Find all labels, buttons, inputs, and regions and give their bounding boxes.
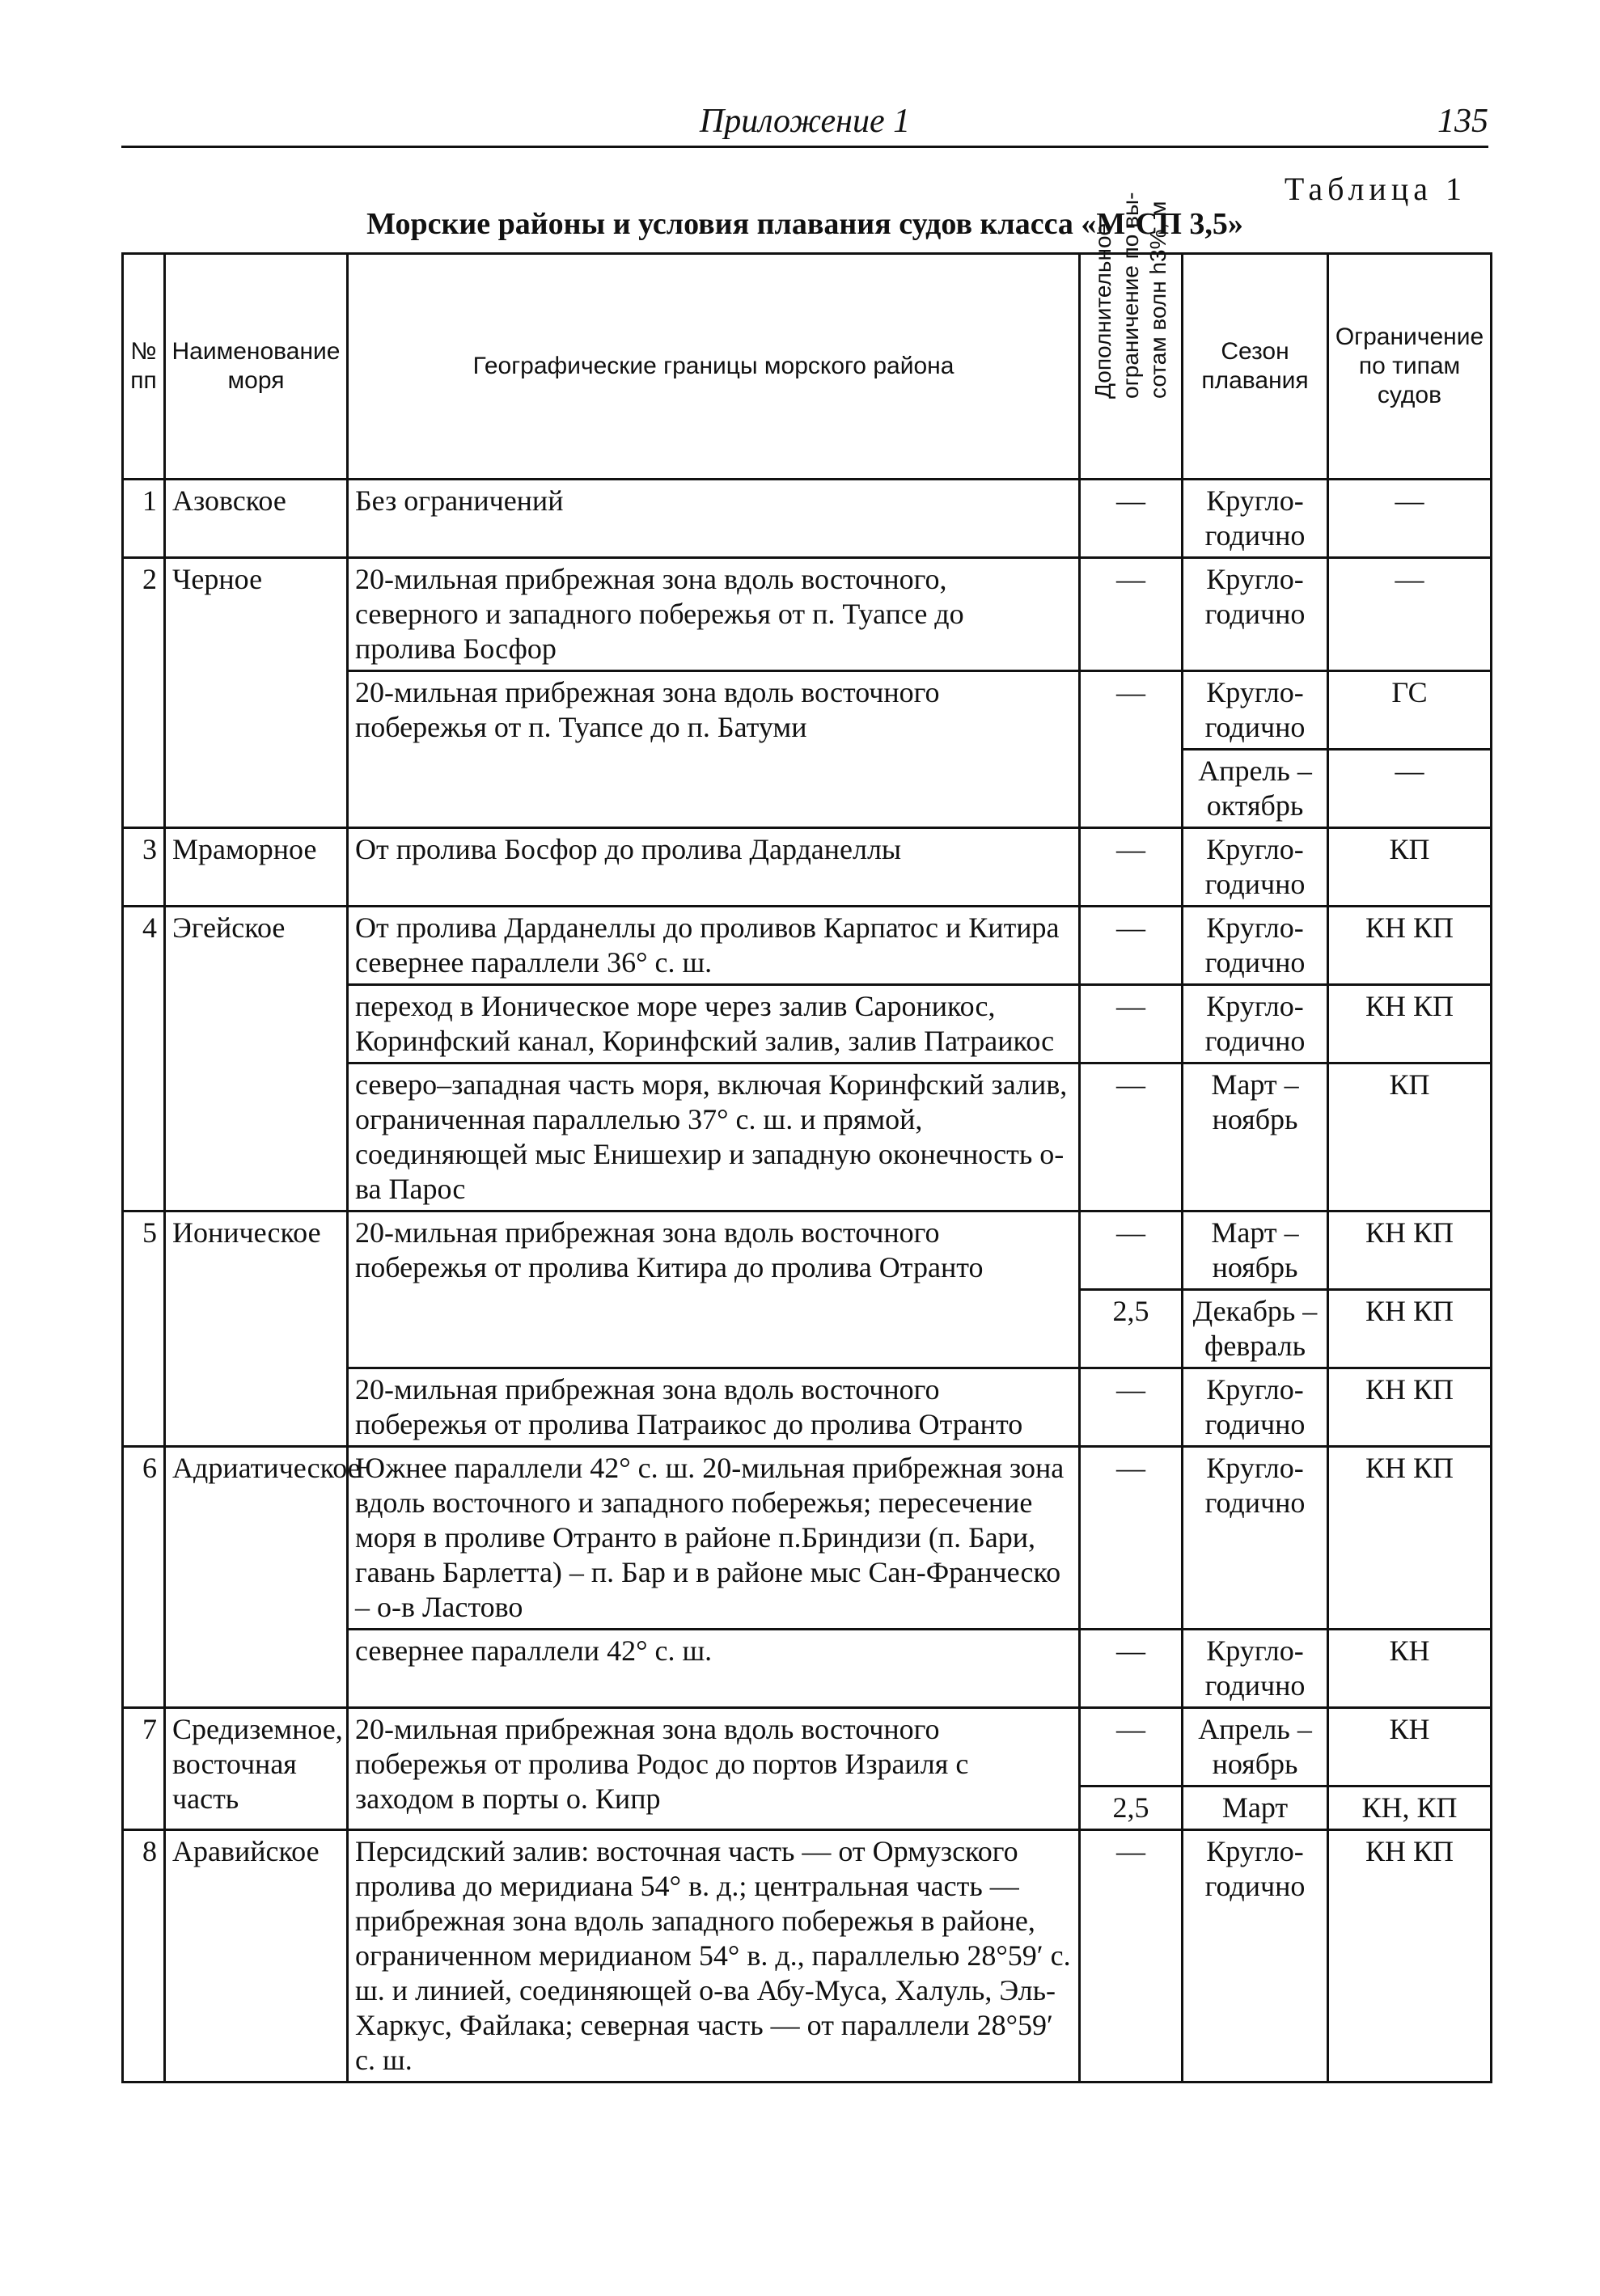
vessel-types: КН <box>1328 1630 1492 1708</box>
season: Март <box>1183 1786 1328 1830</box>
wave-limit: — <box>1080 1447 1183 1630</box>
table-row <box>123 1830 1492 2082</box>
table-row <box>123 558 1492 671</box>
sea-name: Эгейское <box>165 907 348 1211</box>
season: Апрель – ноябрь <box>1183 1708 1328 1786</box>
wave-limit: — <box>1080 985 1183 1063</box>
row-num: 3 <box>123 828 165 907</box>
row-num: 8 <box>123 1830 165 2082</box>
table-row <box>123 907 1492 985</box>
vessel-types: — <box>1328 750 1492 828</box>
region-bounds: Без ограничений <box>348 480 1080 558</box>
season: Кругло-годично <box>1183 985 1328 1063</box>
region-bounds: 20-мильная прибрежная зона вдоль восточного побережья от пролива Патраикос до пролива Отранто <box>348 1368 1080 1447</box>
row-num: 7 <box>123 1708 165 1830</box>
region-bounds: Персидский залив: восточная часть — от Ормузского пролива до меридиана 54° в. д.; центральная часть — прибрежная зона вдоль западного побережья в районе, ограниченном меридианом 54° в. д., параллелью 28°59′ с. ш. и линией, соединяющей о-ва Абу-Муса, Халуль, Эль-Харкус, Файлака; северная часть — от параллели 28°59′ с. ш. <box>348 1830 1080 2082</box>
header-types: Ограничение по типам судов <box>1328 254 1492 480</box>
row-num: 6 <box>123 1447 165 1708</box>
sea-name: Мраморное <box>165 828 348 907</box>
wave-limit: — <box>1080 1630 1183 1708</box>
sea-name: Черное <box>165 558 348 828</box>
sea-name: Аравийское <box>165 1830 348 2082</box>
sea-name: Средиземное, восточная часть <box>165 1708 348 1830</box>
season: Кругло-годично <box>1183 1368 1328 1447</box>
season: Кругло-годично <box>1183 907 1328 985</box>
wave-limit: — <box>1080 1063 1183 1211</box>
page-number: 135 <box>1437 103 1488 140</box>
wave-limit: — <box>1080 1708 1183 1786</box>
season: Декабрь – февраль <box>1183 1290 1328 1368</box>
region-bounds: От пролива Дарданеллы до проливов Карпатос и Китира севернее параллели 36° с. ш. <box>348 907 1080 985</box>
season: Кругло-годично <box>1183 671 1328 750</box>
wave-limit: — <box>1080 1211 1183 1290</box>
season: Кругло-годично <box>1183 828 1328 907</box>
vessel-types: КН КП <box>1328 907 1492 985</box>
table-row <box>123 1447 1492 1630</box>
header-wave <box>1080 192 1183 480</box>
running-head <box>121 95 1488 148</box>
header-sea: Наименование моря <box>165 254 348 480</box>
wave-limit: — <box>1080 907 1183 985</box>
region-bounds: 20-мильная прибрежная зона вдоль восточного побережья от пролива Родос до портов Израиля с заходом в порты о. Кипр <box>348 1708 1080 1830</box>
season: Апрель – октябрь <box>1183 750 1328 828</box>
row-num: 1 <box>123 480 165 558</box>
table-label: Таблица 1 <box>1284 171 1467 207</box>
region-bounds: Южнее параллели 42° с. ш. 20-мильная прибрежная зона вдоль восточного и западного побережья; пересечение моря в проливе Отранто в районе п.Бриндизи (п. Бари, гавань Барлетта) – п. Бар и в районе мыс Сан-Франческо – о-в Ластово <box>348 1447 1080 1630</box>
table-row <box>123 828 1492 907</box>
vessel-types: КН, КП <box>1328 1786 1492 1830</box>
wave-limit: 2,5 <box>1080 1786 1183 1830</box>
vessel-types: КН КП <box>1328 1447 1492 1630</box>
table-caption: Морские районы и условия плавания судов класса «М-СП 3,5» <box>366 207 1243 241</box>
region-bounds: 20-мильная прибрежная зона вдоль восточного, северного и западного побережья от п. Туапсе до пролива Босфор <box>348 558 1080 671</box>
table-row <box>123 1211 1492 1290</box>
vessel-types: КН КП <box>1328 985 1492 1063</box>
header-bounds: Географические границы морского района <box>348 254 1080 480</box>
region-bounds: переход в Ионическое море через залив Сароникос, Коринфский канал, Коринфский залив, залив Патраикос <box>348 985 1080 1063</box>
vessel-types: КН <box>1328 1708 1492 1786</box>
wave-limit: — <box>1080 671 1183 828</box>
season: Март – ноябрь <box>1183 1063 1328 1211</box>
header-wave-line: сотам волн h3%, м <box>1145 201 1170 399</box>
wave-limit: — <box>1080 558 1183 671</box>
region-bounds: От пролива Босфор до пролива Дарданеллы <box>348 828 1080 907</box>
vessel-types: ГС <box>1328 671 1492 750</box>
wave-limit: — <box>1080 480 1183 558</box>
vessel-types: КН КП <box>1328 1368 1492 1447</box>
header-wave-line: Дополнительное <box>1090 222 1115 399</box>
vessel-types: КН КП <box>1328 1290 1492 1368</box>
season: Март – ноябрь <box>1183 1211 1328 1290</box>
vessel-types: КН КП <box>1328 1211 1492 1290</box>
table-row <box>123 1708 1492 1786</box>
vessel-types: — <box>1328 480 1492 558</box>
wave-limit: 2,5 <box>1080 1290 1183 1368</box>
header-row <box>123 254 1492 480</box>
season: Кругло-годично <box>1183 1447 1328 1630</box>
region-bounds: северо–западная часть моря, включая Коринфский залив, ограниченная параллелью 37° с. ш. и прямой, соединяющей мыс Енишехир и западную оконечность о-ва Парос <box>348 1063 1080 1211</box>
region-bounds: 20-мильная прибрежная зона вдоль восточного побережья от п. Туапсе до п. Батуми <box>348 671 1080 828</box>
header-season: Сезон плавания <box>1183 254 1328 480</box>
wave-limit: — <box>1080 1830 1183 2082</box>
vessel-types: — <box>1328 558 1492 671</box>
vessel-types: КП <box>1328 1063 1492 1211</box>
sea-name: Ионическое <box>165 1211 348 1447</box>
row-num: 5 <box>123 1211 165 1447</box>
running-title: Приложение 1 <box>699 103 911 140</box>
header-wave-text <box>1090 192 1172 399</box>
sea-name: Адриатическое <box>165 1447 348 1708</box>
season: Кругло-годично <box>1183 558 1328 671</box>
vessel-types: КП <box>1328 828 1492 907</box>
season: Кругло-годично <box>1183 1630 1328 1708</box>
row-num: 2 <box>123 558 165 828</box>
table-row <box>123 480 1492 558</box>
wave-limit: — <box>1080 828 1183 907</box>
region-bounds: 20-мильная прибрежная зона вдоль восточного побережья от пролива Китира до пролива Отранто <box>348 1211 1080 1368</box>
season: Кругло-годично <box>1183 1830 1328 2082</box>
row-num: 4 <box>123 907 165 1211</box>
season: Кругло-годично <box>1183 480 1328 558</box>
wave-limit: — <box>1080 1368 1183 1447</box>
sea-name: Азовское <box>165 480 348 558</box>
header-num: № пп <box>123 254 165 480</box>
region-bounds: севернее параллели 42° с. ш. <box>348 1630 1080 1708</box>
vessel-types: КН КП <box>1328 1830 1492 2082</box>
header-wave-line: ограничение по вы- <box>1118 192 1143 399</box>
